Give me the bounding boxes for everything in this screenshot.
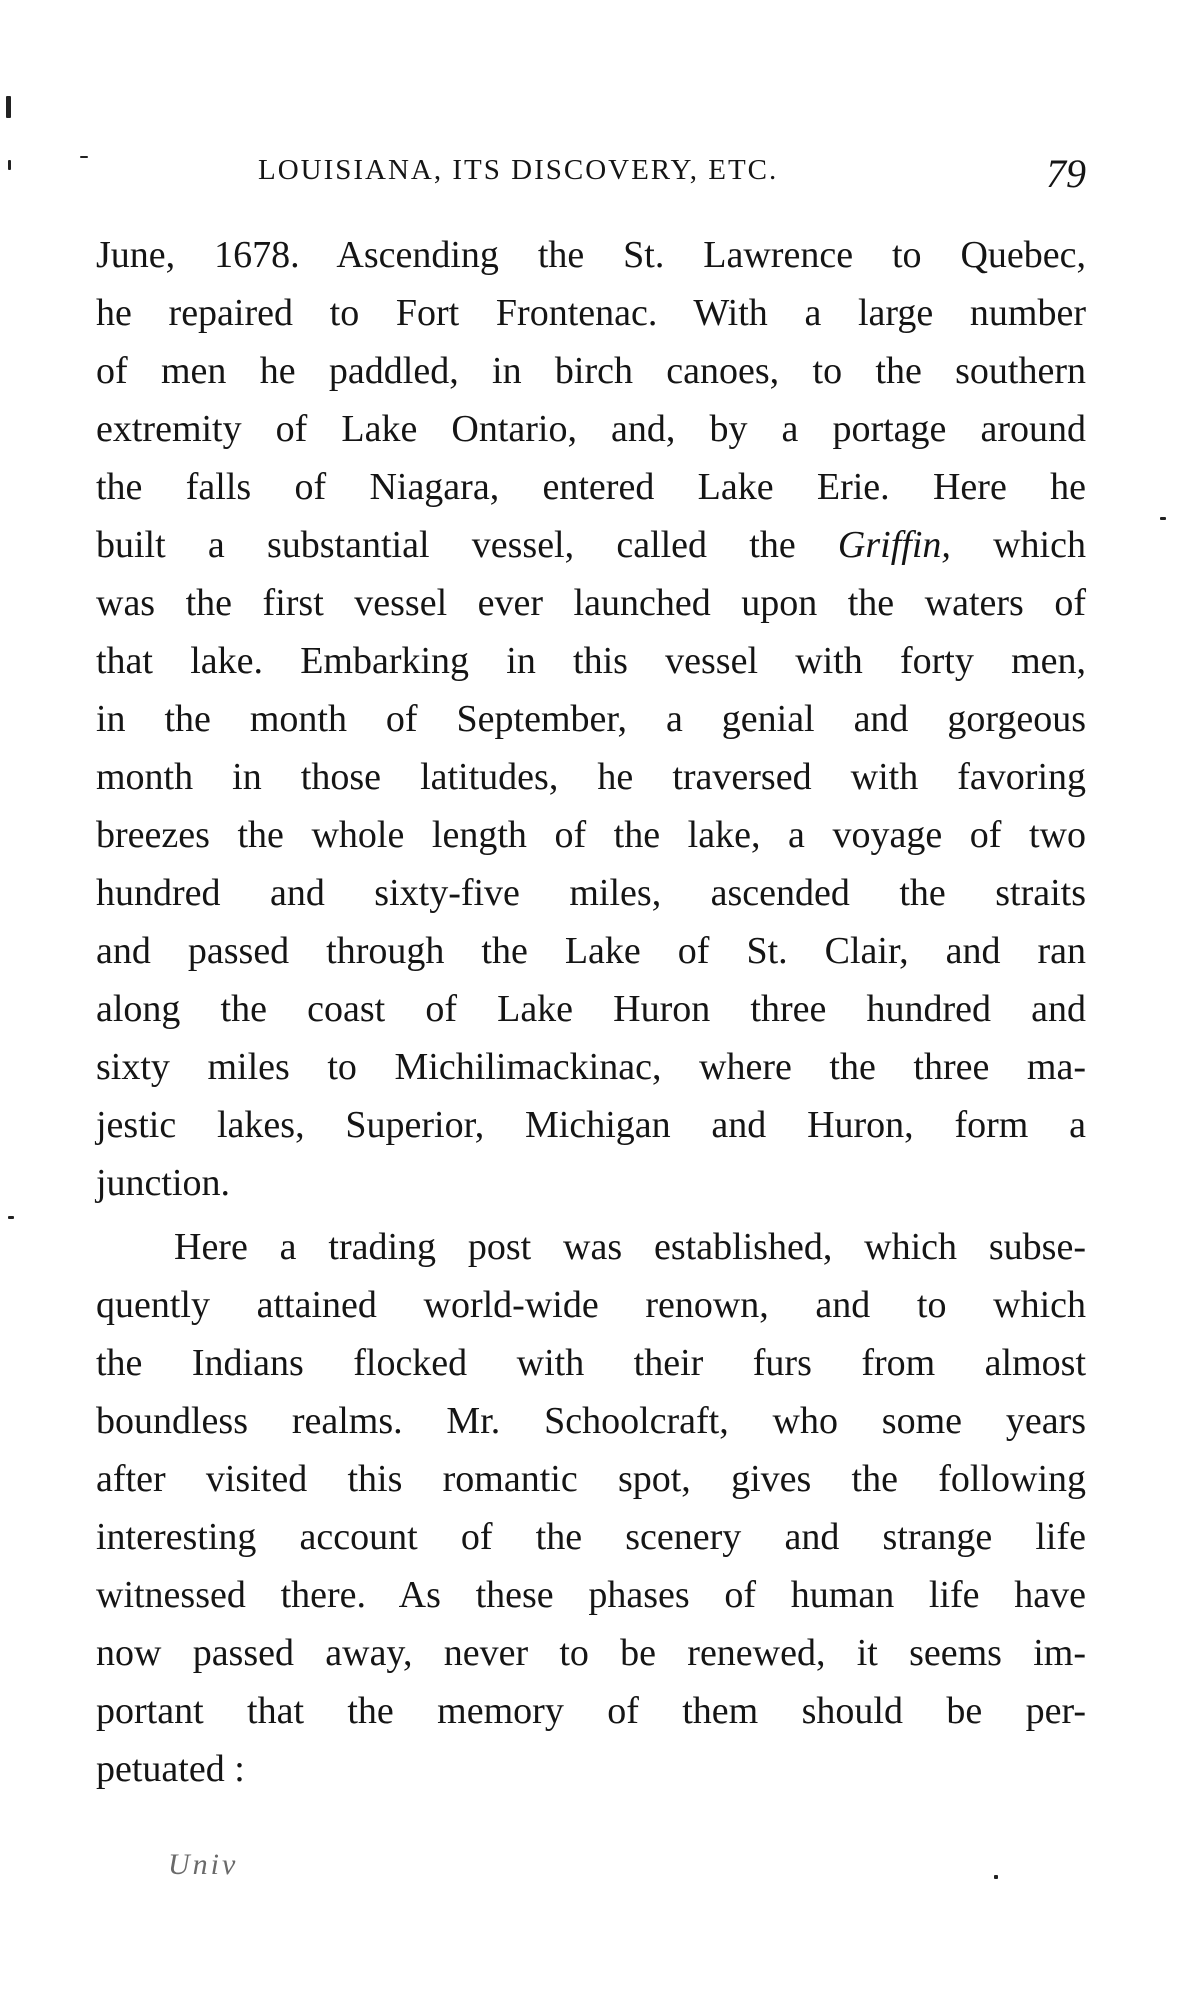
text-line: witnessed there. As these phases of human life have xyxy=(96,1574,1086,1616)
text-line: hundred and sixty-five miles, ascended the straits xyxy=(96,872,1086,914)
running-title: LOUISIANA, ITS DISCOVERY, ETC. xyxy=(258,154,779,186)
scan-mark xyxy=(994,1875,998,1879)
text-line: after visited this romantic spot, gives the following xyxy=(96,1458,1086,1500)
text-line-with-italic xyxy=(96,516,1086,574)
text-line: was the first vessel ever launched upon the waters of xyxy=(96,582,1086,624)
text-line: June, 1678. Ascending the St. Lawrence to Quebec, xyxy=(96,234,1086,276)
text-line: that lake. Embarking in this vessel with forty men, xyxy=(96,640,1086,682)
text-line: the falls of Niagara, entered Lake Erie. Here he xyxy=(96,466,1086,508)
line-text: which xyxy=(950,524,1086,566)
scan-mark xyxy=(6,96,11,118)
text-line: extremity of Lake Ontario, and, by a portage around xyxy=(96,408,1086,450)
paragraph xyxy=(96,1218,1086,1798)
text-line: interesting account of the scenery and strange life xyxy=(96,1516,1086,1558)
ship-name-italic: Griffin, xyxy=(837,524,951,566)
scan-mark xyxy=(1160,517,1166,520)
paragraph xyxy=(96,226,1086,1212)
text-line: the Indians flocked with their furs from almost xyxy=(96,1342,1086,1384)
scan-mark xyxy=(8,1216,14,1219)
text-line: junction. xyxy=(96,1162,231,1204)
page-number: 79 xyxy=(1046,151,1086,196)
scan-mark xyxy=(80,156,88,158)
running-header xyxy=(96,150,1086,194)
text-line: now passed away, never to be renewed, it seems im- xyxy=(96,1632,1086,1674)
scan-mark xyxy=(8,160,11,170)
text-line: breezes the whole length of the lake, a voyage of two xyxy=(96,814,1086,856)
text-line: Here a trading post was established, which subse- xyxy=(174,1226,1086,1268)
text-line: petuated : xyxy=(96,1748,245,1790)
text-line: boundless realms. Mr. Schoolcraft, who some years xyxy=(96,1400,1086,1442)
text-line: and passed through the Lake of St. Clair, and ran xyxy=(96,930,1086,972)
text-line: jestic lakes, Superior, Michigan and Huron, form a xyxy=(96,1104,1086,1146)
text-line: sixty miles to Michilimackinac, where the three ma- xyxy=(96,1046,1086,1088)
text-line: quently attained world-wide renown, and to which xyxy=(96,1284,1086,1326)
text-line: month in those latitudes, he traversed with favoring xyxy=(96,756,1086,798)
library-signature-mark: Univ xyxy=(168,1848,239,1881)
body-text xyxy=(96,226,1086,1798)
line-text: built a substantial vessel, called the xyxy=(96,524,838,566)
text-line: along the coast of Lake Huron three hundred and xyxy=(96,988,1086,1030)
text-line: portant that the memory of them should be per- xyxy=(96,1690,1086,1732)
text-line: of men he paddled, in birch canoes, to the southern xyxy=(96,350,1086,392)
text-line: he repaired to Fort Frontenac. With a large number xyxy=(96,292,1086,334)
text-line: in the month of September, a genial and gorgeous xyxy=(96,698,1086,740)
